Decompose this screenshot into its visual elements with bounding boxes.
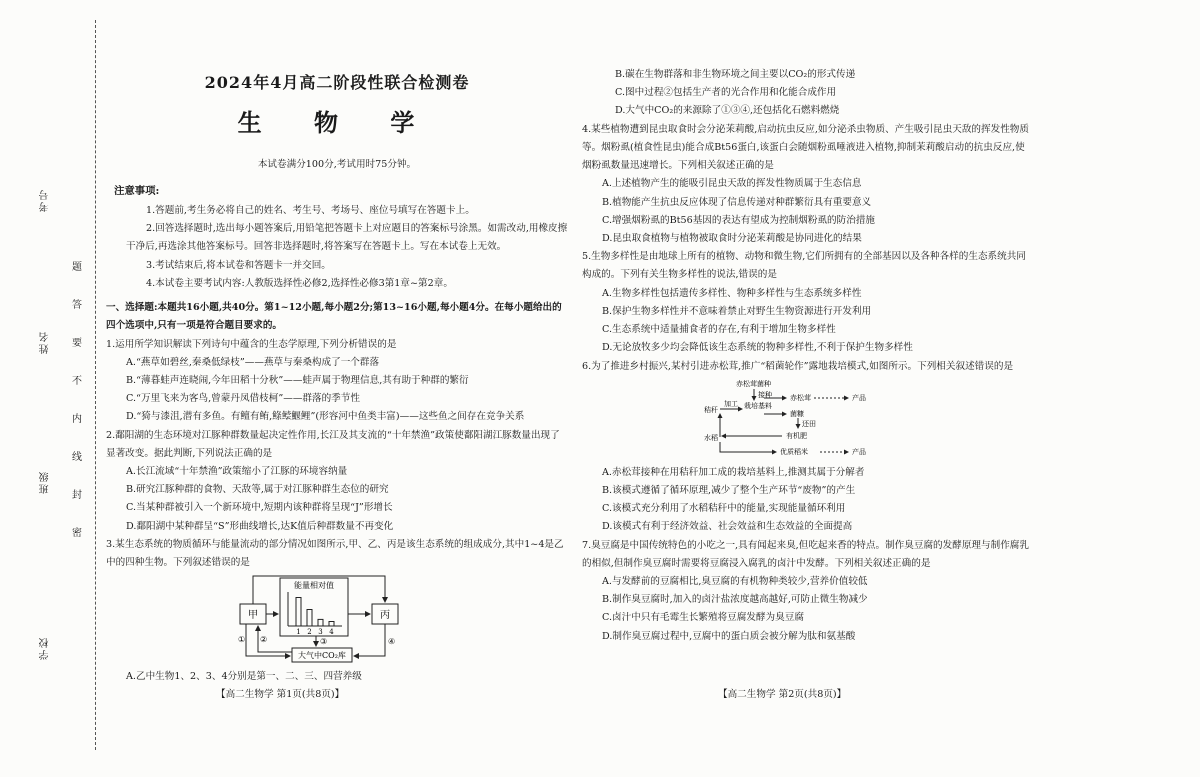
q1-option: A.“燕草如碧丝,秦桑低绿枝”——燕草与秦桑构成了一个群落 bbox=[126, 356, 380, 368]
label-rice: 水稻 bbox=[704, 433, 718, 442]
q3-option: B.碳在生物群落和非生物环境之间主要以CO₂的形式传递 bbox=[615, 69, 856, 80]
q1-stem: 1.运用所学知识解读下列诗句中蕴含的生态学原理,下列分析错误的是 bbox=[106, 338, 397, 350]
energy-bar bbox=[318, 620, 323, 627]
field-name: 姓名 bbox=[40, 330, 51, 354]
q3-diagram bbox=[106, 574, 568, 666]
arrow-label: ④ bbox=[388, 637, 396, 647]
energy-bar-label: 4 bbox=[329, 628, 334, 637]
label-residue: 菌糠 bbox=[790, 409, 804, 418]
arrow-label: ① bbox=[238, 635, 246, 645]
q6-stem: 6.为了推进乡村振兴,某村引进赤松茸,推广“稻菌轮作”露地栽培模式,如图所示。下列相关叙述错误的是 bbox=[582, 360, 1014, 372]
q1-option: B.“薄暮蛙声连晓闹,今年田稻十分秋”——蛙声属于物理信息,其有助于种群的繁衍 bbox=[126, 374, 469, 386]
q3-diagram-svg bbox=[236, 574, 536, 666]
q6-option: D.该模式有利于经济效益、社会效益和生态效益的全面提高 bbox=[602, 521, 853, 533]
q6-option: B.该模式遵循了循环原理,减少了整个生产环节“废物”的产生 bbox=[602, 484, 856, 496]
seal-char: 不 bbox=[72, 376, 82, 387]
field-school: 学校 bbox=[40, 636, 51, 660]
notice-heading: 注意事项: bbox=[114, 185, 160, 198]
energy-bar-label: 3 bbox=[318, 628, 323, 637]
q6-diagram-svg bbox=[702, 378, 962, 458]
energy-bar bbox=[329, 622, 334, 627]
section-heading: 一、选择题:本题共16小题,共40分。第1~12小题,每小题2分;第13~16小题,每小题4分。在每小题给出的四个选项中,只有一项是符合题目要求的。 bbox=[106, 302, 562, 332]
left-column bbox=[106, 58, 568, 687]
page-footer-left: 【高二生物学 第1页(共8页)】 bbox=[216, 689, 345, 700]
energy-bar-label: 1 bbox=[296, 628, 301, 637]
seal-char: 题 bbox=[72, 262, 82, 273]
exam-subject: 生 物 学 bbox=[237, 108, 437, 138]
q7-option: D.制作臭豆腐过程中,豆腐中的蛋白质会被分解为肽和氨基酸 bbox=[602, 630, 856, 642]
exam-info: 本试卷满分100分,考试用时75分钟。 bbox=[257, 158, 417, 170]
notice-item: 2.回答选择题时,选出每小题答案后,用铅笔把答题卡上对应题目的答案标号涂黑。如需改动,用橡皮擦干净后,再选涂其他答案标号。回答非选择题时,将答案写在答题卡上。写在本试卷上无效。 bbox=[126, 223, 568, 253]
q4-option: D.昆虫取食植物与植物被取食时分泌茉莉酸是协同进化的结果 bbox=[602, 232, 862, 244]
q2-option: D.鄱阳湖中某种群呈“S”形曲线增长,达K值后种群数量不再变化 bbox=[126, 520, 394, 532]
q7-option: B.制作臭豆腐时,加入的卤汁盐浓度越高越好,可防止微生物减少 bbox=[602, 594, 868, 606]
label-co2: 大气中CO₂库 bbox=[298, 651, 346, 661]
q4-option: A.上述植物产生的能吸引昆虫天敌的挥发性物质属于生态信息 bbox=[602, 178, 862, 190]
q7-stem: 7.臭豆腐是中国传统特色的小吃之一,具有闻起来臭,但吃起来香的特点。制作臭豆腐的发酵原理与制作腐乳的相似,但制作臭豆腐时需要将豆腐浸入腐乳的卤汁中发酵。下列相关叙述正确的是 bbox=[582, 539, 1029, 569]
label-energy: 能量相对值 bbox=[294, 581, 334, 591]
field-class: 班级 bbox=[40, 470, 51, 494]
notice-item: 4.本试卷主要考试内容:人教版选择性必修2,选择性必修3第1章~第2章。 bbox=[146, 277, 453, 289]
energy-bars bbox=[296, 598, 334, 637]
label-inoculate: 接种 bbox=[758, 390, 772, 399]
q7-option: C.卤汁中只有毛霉生长繁殖将豆腐发酵为臭豆腐 bbox=[602, 612, 804, 624]
q2-option: A.长江流域“十年禁渔”政策缩小了江豚的环境容纳量 bbox=[126, 466, 348, 478]
label-straw: 秸秆 bbox=[704, 405, 718, 414]
q2-option: C.当某种群被引入一个新环境中,短期内该种群将呈现“J”形增长 bbox=[126, 502, 393, 514]
seal-char: 封 bbox=[72, 490, 82, 501]
q1-option: D.“猗与漆沮,潜有多鱼。有鳣有鲔,鲦鲿鰋鲤”(形容河中鱼类丰富)——这些鱼之间存在竞争关系 bbox=[126, 411, 525, 423]
energy-bar-label: 2 bbox=[307, 628, 312, 637]
right-column bbox=[582, 66, 1034, 646]
exam-title: 2024年4月高二阶段性联合检测卷 bbox=[204, 73, 470, 92]
notice-item: 3.考试结束后,将本试卷和答题卡一并交回。 bbox=[146, 259, 331, 271]
q5-option: A.生物多样性包括遗传多样性、物种多样性与生态系统多样性 bbox=[602, 287, 862, 299]
q7-option: A.与发酵前的豆腐相比,臭豆腐的有机物种类较少,营养价值较低 bbox=[602, 576, 868, 588]
q6-diagram bbox=[582, 378, 1034, 458]
q3-option: D.大气中CO₂的来源除了①③④,还包括化石燃料燃烧 bbox=[615, 105, 840, 117]
label-grain: 优质稻米 bbox=[780, 447, 808, 456]
q2-stem: 2.鄱阳湖的生态环境对江豚种群数量起决定性作用,长江及其支流的“十年禁渔”政策使鄱阳湖江豚数量出现了显著改变。据此判断,下列说法正确的是 bbox=[106, 429, 560, 459]
seal-char: 线 bbox=[72, 452, 82, 463]
binding-dashed-line bbox=[95, 20, 96, 750]
arrow-label: ② bbox=[260, 635, 268, 645]
seal-char: 答 bbox=[72, 300, 82, 311]
energy-bar bbox=[296, 598, 301, 627]
q3-option: A.乙中生物1、2、3、4分别是第一、二、三、四营养级 bbox=[126, 671, 362, 683]
label-bing: 丙 bbox=[380, 610, 390, 622]
label-mushroom: 赤松茸 bbox=[790, 393, 811, 402]
q4-stem: 4.某些植物遭到昆虫取食时会分泌茉莉酸,启动抗虫反应,如分泌杀虫物质、产生吸引昆虫天敌的挥发性物质等。烟粉虱(植食性昆虫)能合成Bt56蛋白,该蛋白会随烟粉虱唾液进入植物,抑制茉莉酸启动的抗虫反应,使烟粉虱数量迅速增长。下列相关叙述正确的是 bbox=[582, 123, 1029, 172]
binding-strip bbox=[0, 0, 100, 777]
q2-option: B.研究江豚种群的食物、天敌等,属于对江豚种群生态位的研究 bbox=[126, 484, 389, 496]
q5-option: D.无论放牧多少均会降低该生态系统的物种多样性,不利于保护生物多样性 bbox=[602, 342, 913, 354]
arrow-rice-grain bbox=[720, 442, 776, 452]
label-organic: 有机肥 bbox=[786, 431, 807, 440]
q5-stem: 5.生物多样性是由地球上所有的植物、动物和微生物,它们所拥有的全部基因以及各种各样的生态系统共同构成的。下列有关生物多样性的说法,错误的是 bbox=[582, 251, 1026, 281]
label-substrate: 栽培基料 bbox=[744, 401, 772, 410]
arrow-1 bbox=[246, 624, 290, 656]
label-process: 加工 bbox=[724, 399, 738, 408]
q5-option: C.生态系统中适量捕食者的存在,有利于增加生物多样性 bbox=[602, 324, 836, 336]
label-jia: 甲 bbox=[248, 610, 258, 622]
seal-char: 密 bbox=[72, 528, 82, 539]
seal-char: 要 bbox=[72, 338, 82, 349]
q3-option: C.图中过程②包括生产者的光合作用和化能合成作用 bbox=[615, 87, 837, 99]
q6-option: C.该模式充分利用了水稻秸秆中的能量,实现能量循环利用 bbox=[602, 503, 846, 515]
q5-option: B.保护生物多样性并不意味着禁止对野生生物资源进行开发利用 bbox=[602, 305, 872, 317]
label-product: 产品 bbox=[852, 447, 866, 456]
q6-option: A.赤松茸接种在用秸秆加工成的栽培基料上,推测其属于分解者 bbox=[602, 466, 865, 478]
page-footer-right: 【高二生物学 第2页(共8页)】 bbox=[718, 689, 847, 700]
arrow-label: ③ bbox=[320, 637, 328, 647]
q1-option: C.“万里飞来为客鸟,曾蒙丹凤借枝柯”——群落的季节性 bbox=[126, 393, 360, 405]
q4-option: B.植物能产生抗虫反应体现了信息传递对种群繁衍具有重要意义 bbox=[602, 196, 872, 208]
energy-bar bbox=[307, 610, 312, 627]
arrow-4 bbox=[354, 624, 385, 656]
notice-item: 1.答题前,考生务必将自己的姓名、考生号、考场号、座位号填写在答题卡上。 bbox=[146, 204, 475, 216]
label-return: 还田 bbox=[802, 419, 816, 428]
seal-char: 内 bbox=[72, 414, 82, 425]
label-strain: 赤松茸菌种 bbox=[736, 379, 771, 388]
field-exam-number: 考号 bbox=[40, 188, 51, 212]
q3-stem: 3.某生态系统的物质循环与能量流动的部分情况如图所示,甲、乙、丙是该生态系统的组成成分,其中1~4是乙中的四种生物。下列叙述错误的是 bbox=[106, 538, 564, 569]
q4-option: C.增强烟粉虱的Bt56基因的表达有望成为控制烟粉虱的防治措施 bbox=[602, 214, 876, 226]
label-product: 产品 bbox=[852, 393, 866, 402]
